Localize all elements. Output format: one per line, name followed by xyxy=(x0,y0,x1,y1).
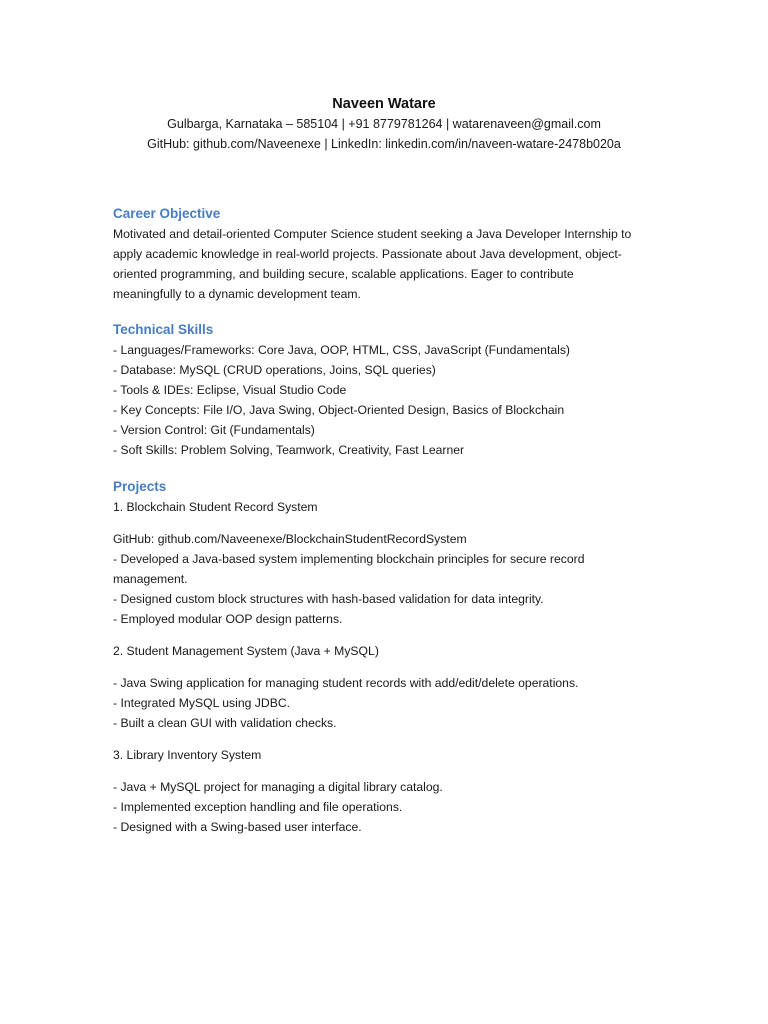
technical-skills-heading: Technical Skills xyxy=(113,322,214,337)
project-title: 1. Blockchain Student Record System xyxy=(113,500,318,514)
skill-item: - Key Concepts: File I/O, Java Swing, Object-Oriented Design, Basics of Blockchain xyxy=(113,403,565,417)
project-github-link: GitHub: github.com/Naveenexe/BlockchainStudentRecordSystem xyxy=(113,532,467,546)
candidate-name: Naveen Watare xyxy=(332,96,436,112)
skill-item: - Version Control: Git (Fundamentals) xyxy=(113,423,315,437)
project-detail-line: - Employed modular OOP design patterns. xyxy=(113,612,343,626)
project-detail-line: - Integrated MySQL using JDBC. xyxy=(113,696,291,710)
project-detail-line: - Java + MySQL project for managing a digital library catalog. xyxy=(113,780,443,794)
project-1 xyxy=(113,497,673,629)
skill-item: - Tools & IDEs: Eclipse, Visual Studio Code xyxy=(113,383,347,397)
career-objective-line: apply academic knowledge in real-world projects. Passionate about Java development, object- xyxy=(113,247,622,261)
project-detail-line: - Built a clean GUI with validation checks. xyxy=(113,716,337,730)
project-detail-line: - Designed with a Swing-based user interface. xyxy=(113,820,362,834)
project-detail-line: management. xyxy=(113,572,188,586)
contact-line-links: GitHub: github.com/Naveenexe | LinkedIn: linkedin.com/in/naveen-watare-2478b020a xyxy=(147,137,621,151)
projects-section xyxy=(113,477,673,837)
project-detail-line: - Java Swing application for managing student records with add/edit/delete operations. xyxy=(113,676,579,690)
technical-skills-section xyxy=(113,320,673,460)
project-3 xyxy=(113,745,673,837)
career-objective-heading: Career Objective xyxy=(113,206,221,221)
career-objective-line: Motivated and detail-oriented Computer Science student seeking a Java Developer Internship to xyxy=(113,227,632,241)
skill-item: - Soft Skills: Problem Solving, Teamwork, Creativity, Fast Learner xyxy=(113,443,465,457)
skill-item: - Languages/Frameworks: Core Java, OOP, HTML, CSS, JavaScript (Fundamentals) xyxy=(113,343,570,357)
resume-header xyxy=(0,94,768,154)
project-detail-line: - Implemented exception handling and file operations. xyxy=(113,800,403,814)
contact-line-address: Gulbarga, Karnataka – 585104 | +91 8779781264 | watarenaveen@gmail.com xyxy=(167,117,601,131)
skill-item: - Database: MySQL (CRUD operations, Joins, SQL queries) xyxy=(113,363,436,377)
project-title: 2. Student Management System (Java + MySQL) xyxy=(113,644,379,658)
project-detail-line: - Designed custom block structures with hash-based validation for data integrity. xyxy=(113,592,544,606)
project-2 xyxy=(113,641,673,733)
career-objective-line: meaningfully to a dynamic development team. xyxy=(113,287,361,301)
career-objective-line: oriented programming, and building secure, scalable applications. Eager to contribute xyxy=(113,267,574,281)
project-detail-line: - Developed a Java-based system implementing blockchain principles for secure record xyxy=(113,552,585,566)
project-title: 3. Library Inventory System xyxy=(113,748,262,762)
career-objective-section xyxy=(113,204,673,304)
projects-heading: Projects xyxy=(113,479,167,494)
